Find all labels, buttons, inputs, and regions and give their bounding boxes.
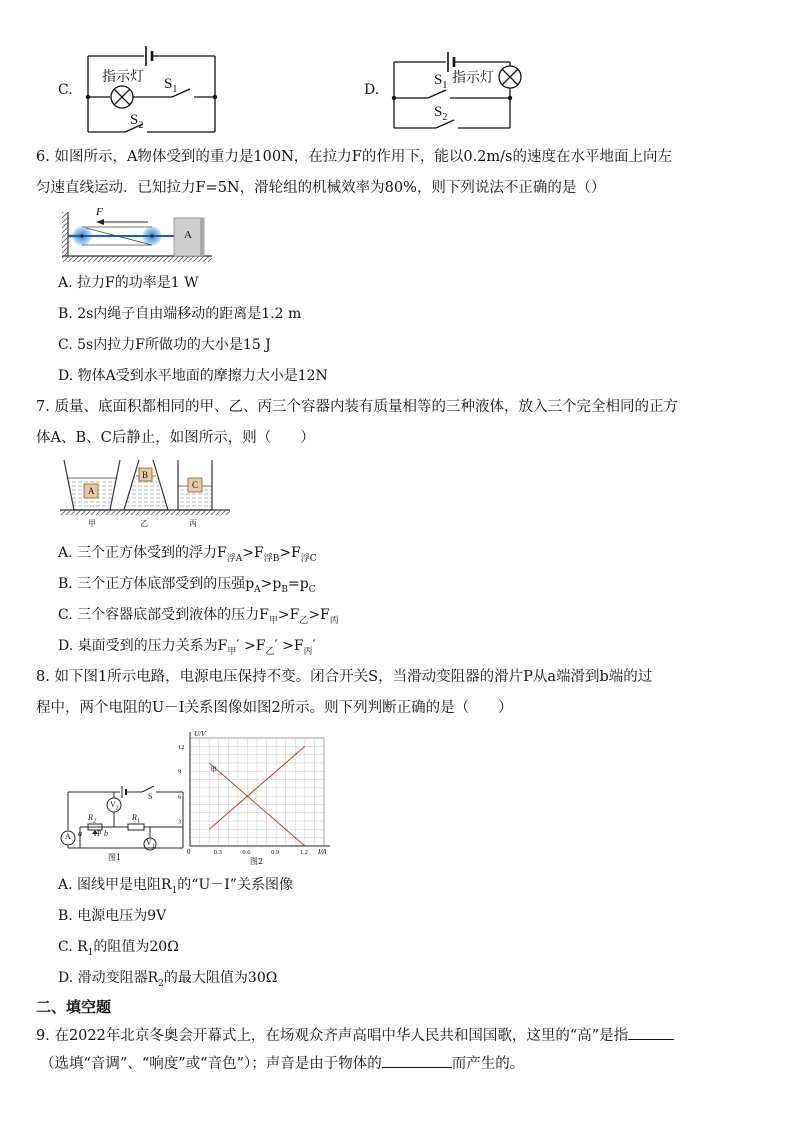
q9-stem-line2: （选填“音调”、“响度”或“音色”）；声音是由于物体的 而产生的。: [40, 1053, 524, 1074]
q7-stem-line1: 7. 质量、底面积都相同的甲、乙、丙三个容器内装有质量相等的三种液体，放入三个完全相同的正方: [36, 399, 678, 415]
q6-force-label: F: [96, 206, 103, 218]
chart-origin-tick: 0: [187, 848, 191, 856]
q6-stem-line1: 6. 如图所示，A物体受到的重力是100N，在拉力F的作用下，能以0.2m/s的速度在水平地面上向左: [36, 149, 672, 165]
q9-blank-2[interactable]: [382, 1053, 452, 1068]
circuit-c-s1-label: $S_1$: [164, 76, 178, 95]
q8-fig1-switch-label: S: [148, 792, 153, 801]
q6-stem-line2: 匀速直线运动．已知拉力F=5N，滑轮组的机械效率为80%，则下列说法不正确的是（）: [36, 180, 606, 196]
q8-fig1-p-label: P: [97, 829, 102, 838]
y-tick-label: 12: [178, 743, 185, 751]
chart-xlabel: I/A: [318, 848, 327, 856]
circuit-c-diagram: [80, 36, 225, 136]
q8-fig1-v1-label: $V_1$: [146, 838, 155, 850]
q8-fig1-a-end: a: [78, 829, 82, 838]
q8-fig2-chart: [170, 728, 340, 868]
q9-blank-1[interactable]: [628, 1025, 674, 1040]
q8-option-a: A. 图线甲是电阻$R_1$的“U－I”关系图像: [58, 877, 293, 896]
circuit-c-lamp-label: 指示灯: [102, 69, 144, 85]
option-c-label: C.: [58, 82, 73, 98]
q6-option-c: C. 5s内拉力F所做功的大小是15 J: [58, 337, 271, 353]
q8-fig1-circuit: [58, 780, 188, 860]
chart-annotation-jia: 甲: [210, 766, 217, 774]
q8-fig1-caption: 图1: [108, 853, 122, 862]
q8-option-c: C. $R_1$的阻值为20Ω: [58, 939, 179, 958]
q6-option-a: A. 拉力F的功率是1 W: [58, 275, 199, 291]
q8-fig1-r1-label: $R_1$: [132, 813, 140, 825]
x-tick-label: 1.2: [299, 849, 308, 856]
x-tick-label: 0.6: [242, 849, 251, 856]
q6-option-d: D. 物体A受到水平地面的摩擦力大小是12N: [58, 368, 328, 384]
y-tick-label: 9: [178, 768, 182, 776]
q7-cube-a-label: A: [88, 486, 95, 496]
option-d-label: D.: [364, 82, 380, 98]
q8-stem-line2: 程中，两个电阻的U－I关系图像如图2所示。则下列判断正确的是（ ）: [36, 700, 513, 716]
q8-option-d: D. 滑动变阻器$R_2$的最大阻值为30Ω: [58, 970, 278, 989]
x-tick-label: 0.9: [271, 849, 280, 856]
q7-stem-line2: 体A、B、C后静止，如图所示，则（ ）: [36, 430, 315, 446]
q8-option-b: B. 电源电压为9V: [58, 908, 167, 924]
q8-fig1-r2-label: $R_2$: [88, 813, 96, 825]
q7-container-yi: 乙: [140, 519, 148, 528]
q6-option-b: B. 2s内绳子自由端移动的距离是1.2 m: [58, 306, 302, 322]
circuit-d-lamp-label: 指示灯: [452, 67, 494, 87]
y-tick-label: 3: [178, 818, 182, 826]
circuit-d-s2-label: $S_2$: [434, 104, 448, 123]
x-tick-label: 0.3: [213, 849, 222, 856]
q8-fig1-b-end: b: [104, 829, 108, 838]
q7-option-d: D. 桌面受到的压力关系为$F_甲' >F_乙' >F_丙'$: [58, 638, 316, 657]
q8-fig2-caption: 图2: [250, 857, 264, 866]
q6-block-label: A: [184, 229, 192, 241]
q8-stem-line1: 8. 如下图1所示电路，电源电压保持不变。闭合开关S，当滑动变阻器的滑片P从a端滑到b端的过: [36, 669, 653, 685]
q7-cube-b-label: B: [142, 470, 149, 480]
q7-cube-c-label: C: [192, 480, 199, 490]
q7-option-b: B. 三个正方体底部受到的压强$p_A>p_B=p_C$: [58, 576, 316, 595]
y-tick-label: 6: [178, 793, 182, 801]
q7-option-a: A. 三个正方体受到的浮力$F_{浮A}>F_{浮B}>F_{浮C}$: [58, 545, 317, 564]
section2-title: 二、填空题: [36, 998, 112, 1016]
q8-fig1-ammeter-label: A: [65, 832, 71, 841]
q9-stem-line1: 9. 在2022年北京冬奥会开幕式上，在场观众齐声高唱中华人民共和国国歌，这里的“高”是指: [36, 1025, 674, 1046]
q7-container-bing: 丙: [189, 519, 197, 528]
chart-ylabel: U/V: [194, 730, 206, 738]
q7-container-jia: 甲: [88, 519, 96, 528]
circuit-d-s1-label: $S_1$: [434, 72, 448, 91]
q7-option-c: C. 三个容器底部受到液体的压力$F_甲>F_乙>F_丙$: [58, 607, 339, 626]
circuit-c-s2-label: $S_2$: [130, 112, 144, 131]
q8-fig1-v2-label: $V_2$: [110, 800, 119, 812]
